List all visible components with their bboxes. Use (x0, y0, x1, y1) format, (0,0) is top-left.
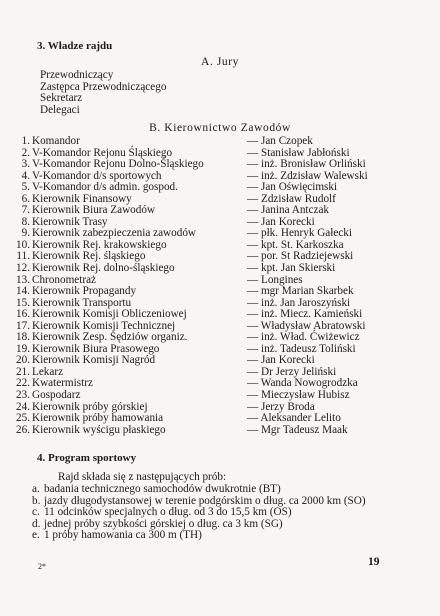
list-item (0, 250, 440, 262)
item-person: — Mieczysław Hubisz (247, 389, 350, 402)
item-role: Gospodarz (32, 389, 81, 402)
item-person: — Jan Oświęcimski (247, 181, 338, 194)
list-item (0, 239, 440, 251)
item-role: Kierownik Zesp. Sędziów organiz. (32, 331, 188, 344)
item-role: Kierownik Komisji Technicznej (32, 319, 176, 332)
item-person: — płk. Henryk Gałecki (247, 227, 353, 240)
item-person: — Wanda Nowogrodzka (247, 377, 358, 390)
item-person: — kpt. St. Karkoszka (247, 238, 344, 251)
program-item-text: 1 próby hamowania ca 300 m (TH) (44, 529, 202, 542)
item-number: 6. (21, 192, 30, 205)
item-number: 19. (16, 342, 30, 355)
item-number: 13. (16, 273, 30, 286)
list-item (0, 331, 440, 343)
program-item (32, 529, 366, 541)
program-item-text: jednej próby szybkości górskiej o dług. ca 3 km (SG) (44, 517, 283, 530)
item-role: Kierownik próby górskiej (32, 400, 148, 413)
program-items-list (32, 483, 366, 541)
item-role: Chronometraż (32, 273, 96, 286)
item-person: — inż. Wład. Ćwiżewicz (247, 331, 360, 344)
item-number: 21. (16, 365, 30, 378)
program-intro: Rajd składa się z następujących prób: (58, 471, 227, 483)
item-person: — Jan Czopek (247, 135, 313, 147)
item-role: V-Komandor d/s sportowych (32, 169, 162, 182)
item-person: — inż. Tadeusz Toliński (247, 342, 356, 355)
item-role: V-Komandor Rejonu Dolno-Śląskiego (32, 158, 204, 171)
item-person: — Longines (247, 273, 303, 286)
program-item (32, 506, 366, 518)
item-role: Kierownik Propagandy (32, 285, 137, 298)
item-role: Kierownik wyścigu płaskiego (32, 423, 166, 436)
list-item (0, 262, 440, 274)
list-item (0, 424, 440, 436)
item-number: 2. (21, 146, 30, 159)
program-item-letter: d. (32, 517, 41, 530)
program-item-letter: a. (32, 483, 40, 495)
program-item-text: jazdy długodystansowej w terenie podgórskim o dług. ca 2000 km (SO) (44, 494, 366, 507)
program-item-letter: e. (32, 529, 40, 542)
program-item (32, 483, 366, 495)
list-item (0, 216, 440, 228)
subsection-jury-heading: A. Jury (200, 56, 240, 68)
item-person: — Władysław Abratowski (247, 319, 366, 332)
item-person: — Zdzisław Rudolf (247, 192, 336, 205)
item-role: Kierownik Biura Prasowego (32, 342, 160, 355)
item-person: — inż. Zdzisław Walewski (247, 169, 368, 182)
list-item (0, 181, 440, 193)
item-role: Kierownik Komisji Obliczeniowej (32, 308, 187, 321)
item-number: 1. (21, 135, 30, 147)
list-item (0, 389, 440, 401)
item-role: V-Komandor d/s admin. gospod. (32, 181, 178, 194)
jury-item: Przewodniczący (40, 69, 114, 81)
item-person: — Aleksander Lelito (247, 412, 341, 425)
item-number: 7. (21, 204, 30, 217)
item-person: — Stanisław Jabłoński (247, 146, 350, 159)
jury-item: Delegaci (40, 103, 80, 116)
subsection-management-heading: B. Kierownictwo Zawodów (149, 122, 291, 134)
jury-list (40, 69, 166, 115)
list-item (0, 320, 440, 332)
list-item (0, 297, 440, 309)
page-number: 19 (368, 556, 380, 568)
program-item-text: badania technicznego samochodów dwukrotnie (BT) (44, 483, 281, 495)
item-person: — Mgr Tadeusz Maak (247, 423, 348, 436)
list-item (0, 204, 440, 216)
item-number: 11. (16, 250, 30, 263)
program-item-letter: b. (32, 494, 41, 507)
list-item (0, 158, 440, 170)
item-number: 22. (16, 377, 30, 390)
item-person: — por. St Radziejewski (247, 250, 354, 263)
list-item (0, 193, 440, 205)
item-person: — inż. Miecz. Kamieński (247, 308, 363, 321)
list-item (0, 170, 440, 182)
item-role: Kierownik zabezpieczenia zawodów (32, 227, 196, 240)
item-role: Kierownik Komisji Nagród (32, 354, 156, 367)
item-person: — Janina Antczak (247, 204, 330, 217)
section-heading-authorities: 3. Władze rajdu (37, 40, 113, 52)
program-item-letter: c. (32, 506, 40, 519)
item-role: Kierownik Finansowy (32, 192, 132, 205)
program-item (32, 495, 366, 507)
jury-item: Sekretarz (40, 92, 83, 104)
item-role: Komandor (32, 135, 80, 147)
item-role: Kierownik Transportu (32, 296, 132, 309)
program-item (32, 518, 366, 530)
signature-mark: 2* (38, 562, 46, 571)
item-number: 12. (16, 262, 30, 275)
list-item (0, 412, 440, 424)
item-number: 16. (16, 308, 30, 321)
item-person: — Jan Korecki (247, 215, 315, 228)
item-role: Lekarz (32, 365, 64, 378)
item-person: — kpt. Jan Skierski (247, 262, 336, 275)
section-heading-program: 4. Program sportowy (37, 452, 137, 464)
list-item (0, 366, 440, 378)
item-number: 23. (16, 389, 30, 402)
list-item (0, 354, 440, 366)
list-item (0, 285, 440, 297)
item-number: 15. (16, 296, 30, 309)
item-number: 8. (21, 215, 30, 228)
item-number: 17. (16, 319, 30, 332)
item-role: Kierownik Biura Zawodów (32, 204, 156, 217)
item-role: Kwatermistrz (32, 377, 93, 390)
item-number: 25. (16, 412, 30, 425)
item-number: 4. (21, 169, 30, 182)
list-item (0, 147, 440, 159)
list-item (0, 343, 440, 355)
list-item (0, 308, 440, 320)
item-number: 14. (16, 285, 30, 298)
item-number: 20. (16, 354, 30, 367)
item-number: 9. (21, 227, 30, 240)
list-item (0, 377, 440, 389)
item-number: 3. (21, 158, 30, 171)
jury-item: Zastępca Przewodniczącego (40, 80, 167, 93)
list-item (0, 274, 440, 286)
item-person: — mgr Marian Skarbek (247, 285, 354, 298)
list-item (0, 135, 440, 147)
management-list (0, 135, 440, 435)
item-number: 24. (16, 400, 30, 413)
item-role: Kierownik Rej. krakowskiego (32, 238, 167, 251)
item-person: — Jerzy Broda (247, 400, 315, 413)
item-role: Kierownik Trasy (32, 215, 108, 228)
list-item (0, 401, 440, 413)
item-number: 5. (21, 181, 30, 194)
item-role: Kierownik próby hamowania (32, 412, 164, 425)
item-role: V-Komandor Rejonu Śląskiego (32, 146, 173, 159)
list-item (0, 227, 440, 239)
item-person: — inż. Bronisław Orliński (247, 158, 366, 171)
item-number: 26. (16, 423, 30, 436)
item-person: — Jan Korecki (247, 354, 315, 367)
item-person: — inż. Jan Jaroszyński (247, 296, 351, 309)
program-item-text: 11 odcinków specjalnych o dług. od 3 do 15,5 km (OS) (44, 506, 292, 519)
item-role: Kierownik Rej. dolno-śląskiego (32, 262, 175, 275)
item-person: — Dr Jerzy Jeliński (247, 365, 337, 378)
item-number: 18. (16, 331, 30, 344)
item-number: 10. (16, 238, 30, 251)
item-role: Kierownik Rej. śląskiego (32, 250, 146, 263)
